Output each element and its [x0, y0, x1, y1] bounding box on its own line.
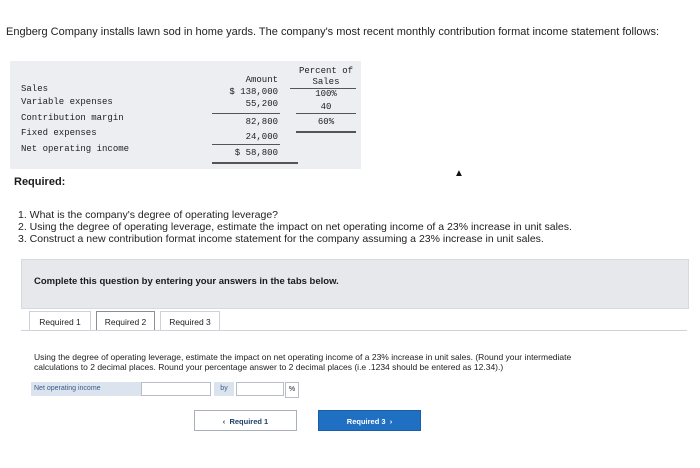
row-label-contribution-margin: Contribution margin	[21, 113, 124, 123]
question-2: 2. Using the degree of operating leverage, estimate the impact on net operating income of a 23% increase in unit sales.	[18, 221, 572, 233]
next-required-label: Required 3	[346, 417, 386, 426]
final-double-rule	[212, 162, 298, 164]
percent-double-rule	[296, 131, 356, 133]
row-percent-contribution-margin: 60%	[317, 117, 335, 127]
percent-unit-label: %	[285, 382, 299, 398]
tabs-instruction-box	[21, 259, 689, 309]
question-1: 1. What is the company's degree of operating leverage?	[18, 209, 278, 221]
row-label-sales: Sales	[21, 84, 49, 94]
row-amount-sales: $ 138,000	[229, 87, 278, 97]
column-header-percent: Percent of	[298, 66, 353, 76]
row-amount-contribution-margin: 82,800	[245, 117, 278, 127]
problem-intro: Engberg Company installs lawn sod in home yards. The company's most recent monthly contribution format income statement follows:	[6, 26, 660, 38]
row-percent-sales: 100%	[315, 89, 337, 99]
subtotal-line-percent	[296, 113, 356, 114]
question-list	[18, 209, 572, 245]
subtotal-line	[212, 113, 280, 114]
percent-change-input[interactable]	[236, 382, 284, 396]
mouse-cursor-icon: ▲	[454, 168, 464, 179]
required-heading: Required:	[14, 176, 66, 188]
row-percent-variable-expenses: 40	[320, 102, 332, 112]
column-header-percent-sales: Sales	[312, 77, 340, 87]
prev-required-button[interactable]	[194, 410, 297, 431]
tab-required-3[interactable]: Required 3	[160, 311, 220, 332]
next-required-button[interactable]	[318, 410, 421, 431]
row-label-net-operating-income: Net operating income	[21, 144, 130, 154]
row-amount-variable-expenses: 55,200	[245, 99, 278, 109]
income-statement-table	[10, 61, 361, 169]
question-3: 3. Construct a new contribution format income statement for the company assuming a 23% increase in unit sales.	[18, 233, 544, 245]
row-label-variable-expenses: Variable expenses	[21, 97, 113, 107]
total-line	[212, 144, 280, 145]
chevron-left-icon: ‹	[222, 417, 226, 426]
row-label-fixed-expenses: Fixed expenses	[21, 128, 97, 138]
impact-direction-input[interactable]	[141, 382, 211, 396]
column-header-amount: Amount	[245, 75, 278, 85]
row-amount-fixed-expenses: 24,000	[245, 132, 278, 142]
panel-instruction: Using the degree of operating leverage, estimate the impact on net operating income of a 23% increase in unit sales. (Round your intermediate calculations to 2 decimal places. Round your percentage answer to 2 decimal places (i.e .1234 should be entered as 12.34).)	[34, 352, 572, 372]
answer-row-label: Net operating income	[31, 382, 141, 396]
by-label: by	[214, 382, 234, 396]
prev-required-label: Required 1	[229, 417, 269, 426]
tab-required-2[interactable]: Required 2	[96, 311, 155, 332]
tab-required-1[interactable]: Required 1	[29, 311, 91, 332]
tabs-instruction: Complete this question by entering your answers in the tabs below.	[34, 276, 339, 287]
row-amount-net-operating-income: $ 58,800	[234, 148, 278, 158]
chevron-right-icon: ›	[389, 417, 393, 426]
